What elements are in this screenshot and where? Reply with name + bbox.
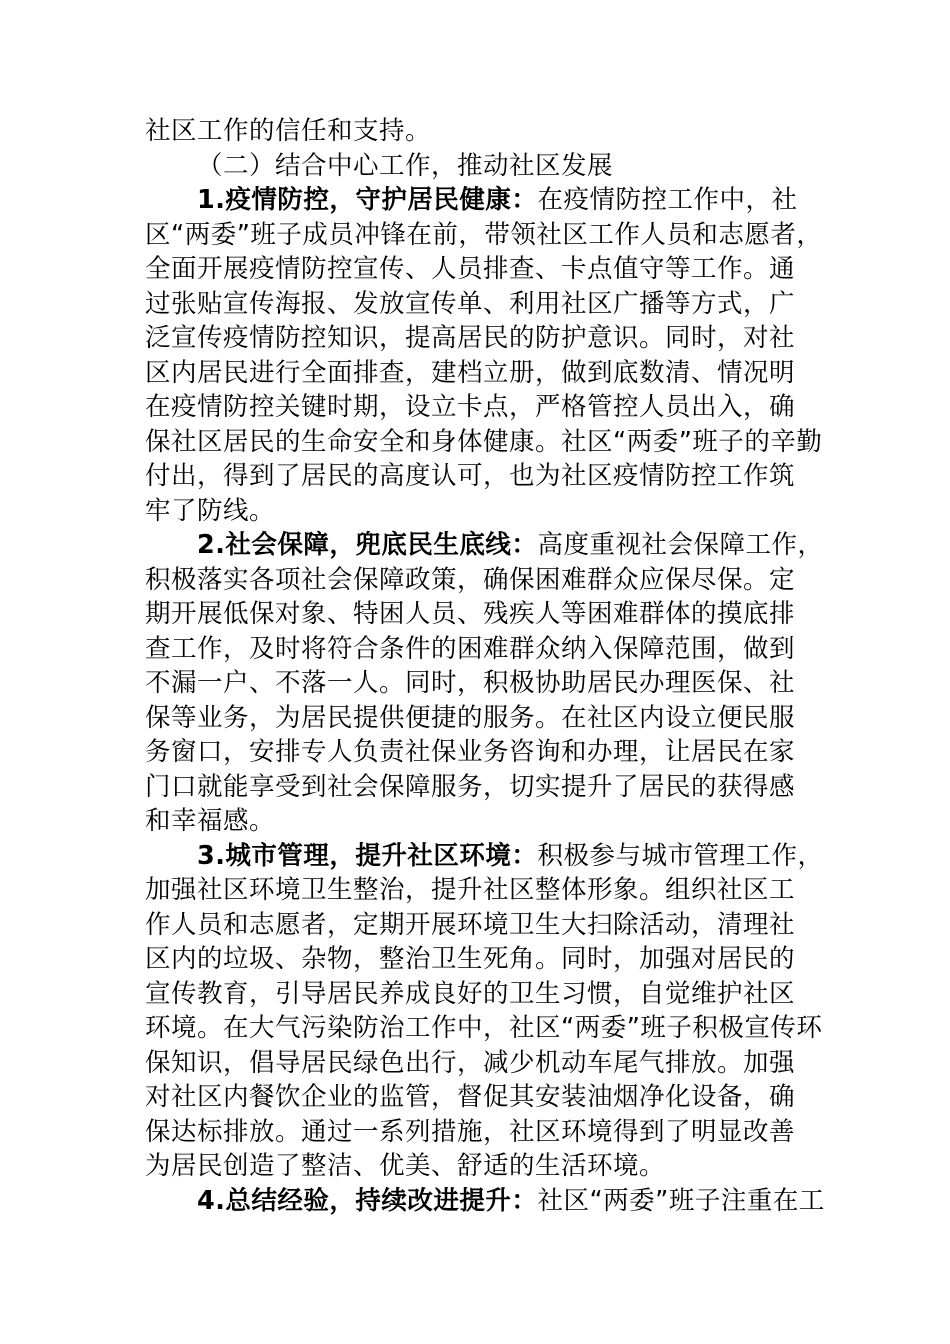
body-text: 保知识，倡导居民绿色出行，减少机动车尾气排放。加强 <box>145 1047 796 1078</box>
text-line <box>197 149 613 184</box>
text-line <box>145 735 795 770</box>
body-text: 保等业务，为居民提供便捷的服务。在社区内设立便民服 <box>145 702 796 733</box>
text-line <box>145 977 795 1012</box>
body-text: 门口就能享受到社会保障服务，切实提升了居民的获得感 <box>145 771 796 802</box>
text-line <box>145 632 795 667</box>
body-text: 和幸福感。 <box>145 806 276 836</box>
text-line <box>145 114 431 149</box>
text-line <box>145 1046 795 1081</box>
body-text: 积极参与城市管理工作， <box>537 840 824 871</box>
body-text: 保社区居民的生命安全和身体健康。社区“两委”班子的辛勤 <box>145 426 823 457</box>
section-heading: 2.社会保障，兜底民生底线： <box>197 530 538 560</box>
text-line <box>145 287 795 322</box>
body-text: 付出，得到了居民的高度认可，也为社区疫情防控工作筑 <box>145 461 796 491</box>
body-text: 环境。在大气污染防治工作中，社区“两委”班子积极宣传环 <box>145 1013 823 1043</box>
body-text: 在疫情防控关键时期，设立卡点，严格管控人员出入，确 <box>145 392 796 422</box>
text-line <box>197 839 823 874</box>
body-text: 务窗口，安排专人负责社保业务咨询和办理，让居民在家 <box>145 737 796 767</box>
text-line <box>145 1080 795 1115</box>
section-heading: 3.城市管理，提升社区环境： <box>197 840 538 871</box>
section-heading: 4.总结经验，持续改进提升： <box>197 1185 538 1216</box>
text-line <box>145 321 795 356</box>
body-text: （二）结合中心工作，推动社区发展 <box>197 150 614 181</box>
text-line <box>145 459 795 494</box>
body-text: 区内的垃圾、杂物，整治卫生死角。同时，加强对居民的 <box>145 944 796 974</box>
body-text: 高度重视社会保障工作， <box>537 530 824 560</box>
body-text: 积极落实各项社会保障政策，确保困难群众应保尽保。定 <box>145 564 796 595</box>
body-text: 社区工作的信任和支持。 <box>145 116 432 146</box>
text-line <box>145 252 795 287</box>
text-line <box>145 563 795 598</box>
text-line <box>197 1184 825 1219</box>
body-text: 宣传教育，引导居民养成良好的卫生习惯，自觉维护社区 <box>145 978 796 1009</box>
text-line <box>145 356 795 391</box>
section-heading: 1.疫情防控，守护居民健康： <box>197 185 538 215</box>
body-text: 在疫情防控工作中，社 <box>537 185 798 215</box>
text-line <box>145 494 275 529</box>
body-text: 全面开展疫情防控宣传、人员排查、卡点值守等工作。通 <box>145 254 796 284</box>
body-text: 加强社区环境卫生整治，提升社区整体形象。组织社区工 <box>145 875 796 905</box>
body-text: 过张贴宣传海报、发放宣传单、利用社区广播等方式，广 <box>145 288 796 319</box>
body-text: 区内居民进行全面排查，建档立册，做到底数清、情况明 <box>145 357 796 388</box>
body-text: 作人员和志愿者，定期开展环境卫生大扫除活动，清理社 <box>145 909 796 940</box>
body-text: 对社区内餐饮企业的监管，督促其安装油烟净化设备，确 <box>145 1082 796 1112</box>
text-line <box>145 666 795 701</box>
text-line <box>145 425 822 460</box>
text-line <box>145 873 795 908</box>
text-line <box>197 528 823 563</box>
body-text: 区“两委”班子成员冲锋在前，带领社区工作人员和志愿者， <box>145 219 823 250</box>
text-line <box>145 390 795 425</box>
body-text: 查工作，及时将符合条件的困难群众纳入保障范围，做到 <box>145 633 796 664</box>
text-line <box>145 1149 665 1184</box>
text-line <box>145 218 822 253</box>
text-line <box>145 804 275 839</box>
text-line <box>145 1011 822 1046</box>
text-line <box>145 701 795 736</box>
body-text: 为居民创造了整洁、优美、舒适的生活环境。 <box>145 1151 666 1181</box>
body-text: 牢了防线。 <box>145 495 276 526</box>
text-line <box>145 770 795 805</box>
body-text: 不漏一户、不落一人。同时，积极协助居民办理医保、社 <box>145 668 796 698</box>
body-text: 保达标排放。通过一系列措施，社区环境得到了明显改善 <box>145 1116 796 1147</box>
text-line <box>145 1115 795 1150</box>
text-line <box>145 597 795 632</box>
body-text: 期开展低保对象、特困人员、残疾人等困难群体的摸底排 <box>145 599 796 629</box>
text-line <box>145 908 795 943</box>
text-line <box>197 183 797 218</box>
body-text: 泛宣传疫情防控知识，提高居民的防护意识。同时，对社 <box>145 323 796 353</box>
body-text: 社区“两委”班子注重在工 <box>537 1185 825 1216</box>
text-line <box>145 942 795 977</box>
